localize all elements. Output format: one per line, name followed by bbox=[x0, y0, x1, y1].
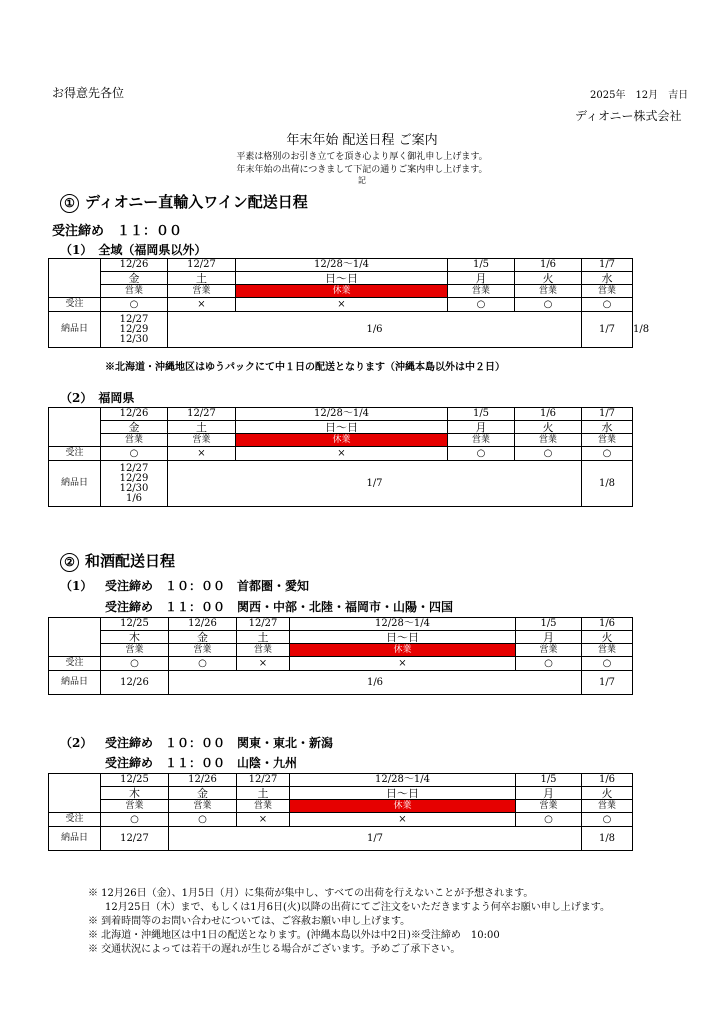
delivery-mid: 1/7 bbox=[168, 461, 582, 507]
order-ng: × bbox=[290, 657, 516, 671]
business-cell: 営業 bbox=[237, 644, 290, 657]
weekday-cell: 金 bbox=[101, 272, 168, 285]
order-ok: ○ bbox=[101, 298, 168, 312]
date-cell: 1/5 bbox=[516, 618, 582, 631]
order-ok: ○ bbox=[448, 447, 515, 461]
issue-date: 2025年 12月 吉日 bbox=[590, 90, 689, 101]
date-cell: 1/6 bbox=[515, 259, 582, 272]
date-cell: 1/5 bbox=[448, 259, 515, 272]
date-cell: 1/7 bbox=[582, 408, 633, 421]
weekday-cell: 月 bbox=[516, 631, 582, 644]
corner-cell bbox=[49, 787, 101, 800]
business-cell: 営業 bbox=[169, 800, 237, 813]
order-ok: ○ bbox=[101, 813, 169, 827]
business-cell: 営業 bbox=[582, 644, 633, 657]
delivery-label: 納品日 bbox=[49, 671, 101, 695]
weekday-cell: 木 bbox=[101, 787, 169, 800]
date-cell: 12/28～1/4 bbox=[236, 408, 448, 421]
footer-note-4: ※ 交通状況によっては若干の遅れが生じる場合がございます。予めご了承下さい。 bbox=[88, 944, 461, 955]
table3-cutoff-1: 受注締め １０：００ 首都圏・愛知 bbox=[105, 579, 310, 593]
delivery-date: 12/29 bbox=[119, 323, 149, 335]
weekday-cell: 日～日 bbox=[290, 787, 516, 800]
table4-caption-num: （2） bbox=[60, 736, 93, 750]
order-ok: ○ bbox=[582, 657, 633, 671]
corner-cell bbox=[49, 434, 101, 447]
page-title: 年末年始 配送日程 ご案内 bbox=[286, 133, 438, 148]
order-ok: ○ bbox=[169, 657, 237, 671]
recipient: お得意先各位 bbox=[52, 86, 125, 100]
order-ok: ○ bbox=[515, 447, 582, 461]
section2-heading bbox=[60, 550, 175, 572]
date-cell: 12/28～1/4 bbox=[290, 618, 516, 631]
order-ok: ○ bbox=[582, 298, 633, 312]
business-cell: 営業 bbox=[101, 285, 168, 298]
weekday-cell: 月 bbox=[516, 787, 582, 800]
order-ng: × bbox=[168, 447, 236, 461]
weekday-cell: 土 bbox=[237, 787, 290, 800]
delivery-date: 1/6 bbox=[125, 492, 143, 504]
business-cell: 営業 bbox=[168, 434, 236, 447]
weekday-cell: 金 bbox=[169, 787, 237, 800]
holiday-cell: 休業 bbox=[236, 434, 448, 447]
date-cell: 12/26 bbox=[101, 259, 168, 272]
business-cell: 営業 bbox=[168, 285, 236, 298]
delivery-date: 12/27 bbox=[119, 313, 149, 325]
table3-cutoff-2: 受注締め １１：００ 関西・中部・北陸・福岡市・山陽・四国 bbox=[105, 600, 454, 614]
table2-caption: （2） 福岡県 bbox=[60, 391, 135, 405]
delivery-date: 12/29 bbox=[119, 472, 149, 484]
order-ng: × bbox=[236, 298, 448, 312]
weekday-cell: 土 bbox=[237, 631, 290, 644]
date-cell: 12/25 bbox=[101, 618, 169, 631]
table4-cutoff-1: 受注締め １０：００ 関東・東北・新潟 bbox=[105, 736, 334, 750]
weekday-cell: 日～日 bbox=[290, 631, 516, 644]
table4-schedule bbox=[48, 773, 633, 851]
order-ng: × bbox=[237, 657, 290, 671]
weekday-cell: 土 bbox=[168, 272, 236, 285]
corner-cell bbox=[49, 272, 101, 285]
business-cell: 営業 bbox=[101, 800, 169, 813]
order-ok: ○ bbox=[516, 657, 582, 671]
business-cell: 営業 bbox=[101, 644, 169, 657]
holiday-cell: 休業 bbox=[290, 800, 516, 813]
date-cell: 1/5 bbox=[448, 408, 515, 421]
date-cell: 1/6 bbox=[582, 774, 633, 787]
delivery-date: 12/30 bbox=[119, 333, 149, 345]
order-ok: ○ bbox=[101, 657, 169, 671]
delivery-label: 納品日 bbox=[49, 827, 101, 851]
date-cell: 12/26 bbox=[169, 774, 237, 787]
business-cell: 営業 bbox=[515, 434, 582, 447]
corner-cell bbox=[49, 774, 101, 787]
business-cell: 営業 bbox=[101, 434, 168, 447]
date-cell: 12/27 bbox=[168, 408, 236, 421]
greeting-line-1: 平素は格別のお引き立てを頂き心より厚く御礼申し上げます。 bbox=[236, 152, 488, 162]
date-cell: 12/28～1/4 bbox=[236, 259, 448, 272]
business-cell: 営業 bbox=[582, 434, 633, 447]
weekday-cell: 火 bbox=[515, 421, 582, 434]
weekday-cell: 火 bbox=[515, 272, 582, 285]
date-cell: 12/26 bbox=[101, 408, 168, 421]
table1-caption: （1） 全域（福岡県以外） bbox=[60, 243, 207, 257]
order-ng: × bbox=[237, 813, 290, 827]
table2-schedule bbox=[48, 407, 633, 507]
delivery-date: 12/30 bbox=[119, 482, 149, 494]
order-label: 受注 bbox=[49, 657, 101, 671]
delivery-first bbox=[101, 312, 168, 348]
corner-cell bbox=[49, 421, 101, 434]
date-cell: 12/26 bbox=[169, 618, 237, 631]
section1-title: ディオニー直輸入ワイン配送日程 bbox=[85, 193, 308, 211]
order-ok: ○ bbox=[582, 447, 633, 461]
order-ok: ○ bbox=[101, 447, 168, 461]
corner-cell bbox=[49, 408, 101, 421]
order-label: 受注 bbox=[49, 813, 101, 827]
business-cell: 営業 bbox=[237, 800, 290, 813]
corner-cell bbox=[49, 631, 101, 644]
footer-note-1: ※ 12月26日（金）、1月5日（月）に集荷が集中し、すべての出荷を行えないことが予想されます。 bbox=[88, 888, 534, 899]
weekday-cell: 火 bbox=[582, 631, 633, 644]
weekday-cell: 水 bbox=[582, 272, 633, 285]
delivery-first: 12/26 bbox=[101, 671, 169, 695]
section2-number: ② bbox=[60, 553, 79, 572]
delivery-b: 1/7 bbox=[582, 671, 633, 695]
table3-schedule bbox=[48, 617, 633, 695]
weekday-cell: 日～日 bbox=[236, 272, 448, 285]
date-cell: 12/27 bbox=[237, 774, 290, 787]
corner-cell bbox=[49, 285, 101, 298]
weekday-cell: 金 bbox=[169, 631, 237, 644]
corner-cell bbox=[49, 618, 101, 631]
corner-cell bbox=[49, 800, 101, 813]
section1-number: ① bbox=[60, 194, 79, 213]
table1-note: ※北海道・沖縄地区はゆうパックにて中１日の配送となります（沖縄本島以外は中２日） bbox=[105, 362, 505, 373]
delivery-a: 1/7 bbox=[582, 312, 633, 348]
date-cell: 1/6 bbox=[582, 618, 633, 631]
business-cell: 営業 bbox=[516, 644, 582, 657]
business-cell: 営業 bbox=[448, 434, 515, 447]
delivery-b: 1/8 bbox=[582, 461, 633, 507]
order-label: 受注 bbox=[49, 298, 101, 312]
weekday-cell: 月 bbox=[448, 421, 515, 434]
weekday-cell: 日～日 bbox=[236, 421, 448, 434]
order-label: 受注 bbox=[49, 447, 101, 461]
date-cell: 1/6 bbox=[515, 408, 582, 421]
holiday-cell: 休業 bbox=[290, 644, 516, 657]
delivery-b: 1/8 bbox=[582, 827, 633, 851]
corner-cell bbox=[49, 644, 101, 657]
greeting-line-2: 年末年始の出荷につきまして下記の通りご案内申し上げます。 bbox=[236, 165, 488, 175]
weekday-cell: 水 bbox=[582, 421, 633, 434]
delivery-first bbox=[101, 461, 168, 507]
date-cell: 12/27 bbox=[168, 259, 236, 272]
table1-schedule: 12/26 12/27 12/28～1/4 1/5 1/6 1/7 金 土 日～日 月 火 水 営業 営業 休業 営業 営業 営業 受注 ○ × × ○ ○ ○ 納品日 12/27 12/29 12/30 1/6 1/7 1/8 bbox=[48, 258, 633, 348]
delivery-first: 12/27 bbox=[101, 827, 169, 851]
date-cell: 12/25 bbox=[101, 774, 169, 787]
order-ng: × bbox=[236, 447, 448, 461]
ki-mark: 記 bbox=[358, 176, 366, 185]
corner-cell bbox=[49, 259, 101, 272]
table4-cutoff-2: 受注締め １１：００ 山陰・九州 bbox=[105, 756, 298, 770]
footer-note-1b: 12月25日（木）まで、もしくは1月6日(火)以降の出荷にてご注文をいただきますよう何卒お願い申し上げます。 bbox=[105, 902, 610, 913]
order-ok: ○ bbox=[516, 813, 582, 827]
delivery-mid: 1/7 bbox=[169, 827, 582, 851]
table3-caption-num: （1） bbox=[60, 579, 93, 593]
order-ok: ○ bbox=[448, 298, 515, 312]
order-ng: × bbox=[290, 813, 516, 827]
business-cell: 営業 bbox=[582, 285, 633, 298]
date-cell: 12/27 bbox=[237, 618, 290, 631]
footer-note-2: ※ 到着時間等のお問い合わせについては、ご容赦お願い申し上げます。 bbox=[88, 916, 411, 927]
business-cell: 営業 bbox=[169, 644, 237, 657]
business-cell: 営業 bbox=[582, 800, 633, 813]
business-cell: 営業 bbox=[515, 285, 582, 298]
delivery-mid: 1/6 bbox=[169, 671, 582, 695]
weekday-cell: 月 bbox=[448, 272, 515, 285]
delivery-date: 12/27 bbox=[119, 462, 149, 474]
order-ng: × bbox=[168, 298, 236, 312]
section1-cutoff: 受注締め １１：００ bbox=[52, 224, 183, 239]
weekday-cell: 金 bbox=[101, 421, 168, 434]
date-cell: 1/7 bbox=[582, 259, 633, 272]
business-cell: 営業 bbox=[448, 285, 515, 298]
delivery-label: 納品日 bbox=[49, 312, 101, 348]
delivery-label: 納品日 bbox=[49, 461, 101, 507]
delivery-mid: 1/6 bbox=[168, 312, 582, 348]
order-ok: ○ bbox=[582, 813, 633, 827]
section2-title: 和酒配送日程 bbox=[85, 552, 176, 570]
footer-note-3: ※ 北海道・沖縄地区は中1日の配送となります。(沖縄本島以外は中2日)※受注締め 10:00 bbox=[88, 930, 500, 941]
order-ok: ○ bbox=[515, 298, 582, 312]
date-cell: 1/5 bbox=[516, 774, 582, 787]
holiday-cell: 休業 bbox=[236, 285, 448, 298]
weekday-cell: 木 bbox=[101, 631, 169, 644]
section1-heading bbox=[60, 191, 308, 213]
company-name: ディオニー株式会社 bbox=[575, 109, 682, 123]
order-ok: ○ bbox=[169, 813, 237, 827]
weekday-cell: 火 bbox=[582, 787, 633, 800]
business-cell: 営業 bbox=[516, 800, 582, 813]
weekday-cell: 土 bbox=[168, 421, 236, 434]
date-cell: 12/28～1/4 bbox=[290, 774, 516, 787]
